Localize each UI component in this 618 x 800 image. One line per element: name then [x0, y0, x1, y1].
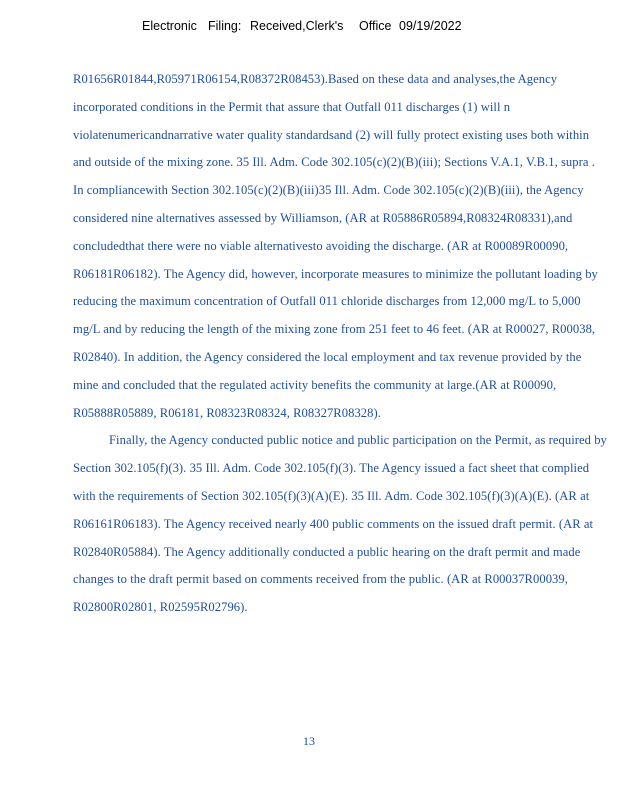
header-electronic: Electronic — [142, 19, 197, 33]
page-number: 13 — [303, 734, 315, 748]
paragraph-2: Finally, the Agency conducted public notice and public participation on the Permit, as required by Section 302.105(f)(3). 35 Ill. Adm. Code 302.105(f)(3). The Agency issued a fact sheet that complied with the requirements of Section 302.105(f)(3)(A)(E). 35 Ill. Adm. Code 302.105(f)(3)(A)(E). (AR at R06161R06183). The Agency received nearly 400 public comments on the issued draft permit. (AR at R02840R05884). The Agency additionally conducted a public hearing on the draft permit and made changes to the draft permit based on comments received from the public. (AR at R00037R00039, R02800R02801, R02595R02796). — [73, 433, 607, 615]
header-received: Received,Clerk's — [250, 19, 344, 33]
header-date: 09/19/2022 — [399, 19, 462, 33]
paragraph-1: R01656R01844,R05971R06154,R08372R08453).Based on these data and analyses,the Agency incorporated conditions in the Permit that assure that Outfall 011 discharges (1) will n violatenumericandnarrative water quality standardsand (2) will fully protect existing uses both within and outside of the mixing zone. 35 Ill. Adm. Code 302.105(c)(2)(B)(iii); Sections V.A.1, V.B.1, supra . In compliancewith Section 302.105(c)(2)(B)(iii)35 Ill. Adm. Code 302.105(c)(2)(B)(iii), the Agency considered nine alternatives assessed by Williamson, (AR at R05886R05894,R08324R08331),and concludedthat there were no viable alternativesto avoiding the discharge. (AR at R00089R00090, R06181R06182). The Agency did, however, incorporate measures to minimize the pollutant loading by reducing the maximum concentration of Outfall 011 chloride discharges from 12,000 mg/L to 5,000 mg/L and by reducing the length of the mixing zone from 251 feet to 46 feet. (AR at R00027, R00038, R02840). In addition, the Agency considered the local employment and tax revenue provided by the mine and concluded that the regulated activity benefits the community at large.(AR at R00090, R05888R05889, R06181, R08323R08324, R08327R08328). — [73, 72, 598, 420]
document-body — [73, 66, 608, 622]
header-office: Office — [359, 19, 392, 33]
header-filing: Filing: — [208, 19, 242, 33]
